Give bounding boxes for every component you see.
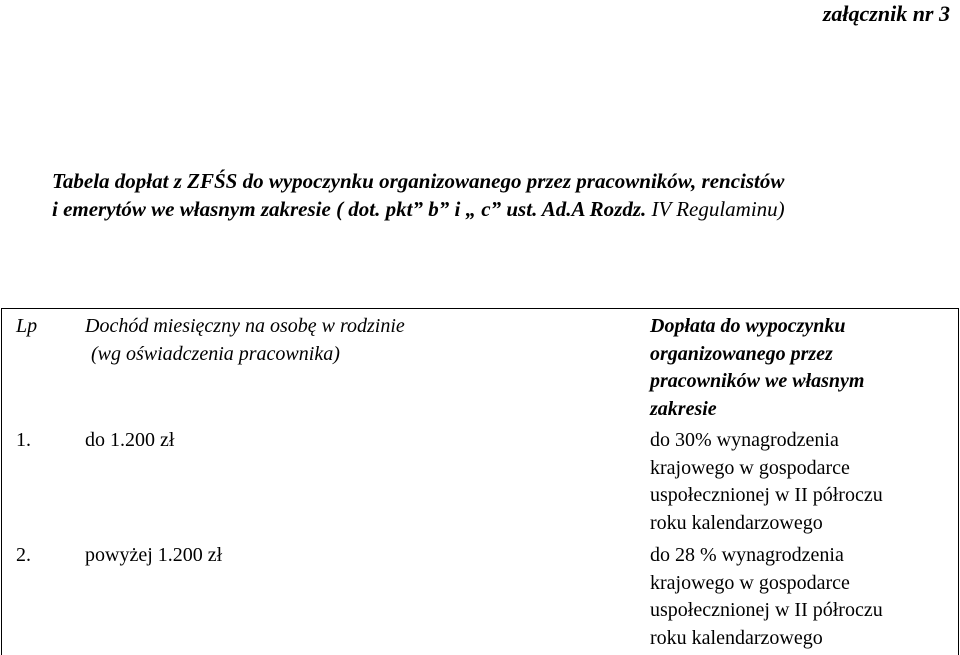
row-2-payment-line: do 28 % wynagrodzenia xyxy=(650,544,844,566)
attachment-label: załącznik nr 3 xyxy=(822,1,950,26)
header-income-line-2: (wg oświadczenia pracownika) xyxy=(91,342,340,365)
header-lp: Lp xyxy=(16,315,38,337)
title-line-2 xyxy=(52,195,932,223)
row-1-payment-line: uspołecznionej w II półroczu xyxy=(650,484,883,506)
row-1-payment xyxy=(650,427,955,537)
row-2-payment-line: krajowego w gospodarce xyxy=(650,571,850,594)
header-payment-line: pracowników we własnym xyxy=(650,370,865,392)
row-1-payment-line: do 30% wynagrodzenia xyxy=(650,429,839,451)
row-2-income: powyżej 1.200 zł xyxy=(85,544,223,566)
row-1-payment-line: roku kalendarzowego xyxy=(650,511,823,534)
subsidy-table xyxy=(1,308,959,655)
document-title xyxy=(52,167,932,223)
title-line-2-normal: IV Regulaminu) xyxy=(646,197,785,221)
header-payment-line: Dopłata do wypoczynku xyxy=(650,315,846,337)
row-2-payment-line: roku kalendarzowego xyxy=(650,626,823,649)
row-2-lp: 2. xyxy=(16,544,31,566)
header-payment-line: organizowanego przez xyxy=(650,342,833,365)
title-line-2-bold: i emerytów we własnym zakresie ( dot. pkt” b” i „ c” ust. Ad.A Rozdz. xyxy=(52,197,647,221)
row-1-income: do 1.200 zł xyxy=(85,429,175,451)
title-line-1: Tabela dopłat z ZFŚS do wypoczynku organizowanego przez pracowników, rencistów xyxy=(52,169,785,193)
header-payment-line: zakresie xyxy=(650,397,717,420)
row-1-payment-line: krajowego w gospodarce xyxy=(650,456,850,479)
header-income-line-1: Dochód miesięczny na osobę w rodzinie xyxy=(85,315,405,337)
row-1-lp: 1. xyxy=(16,429,31,451)
row-2-payment-line: uspołecznionej w II półroczu xyxy=(650,599,883,621)
row-2-payment xyxy=(650,542,955,652)
header-payment xyxy=(650,313,955,423)
